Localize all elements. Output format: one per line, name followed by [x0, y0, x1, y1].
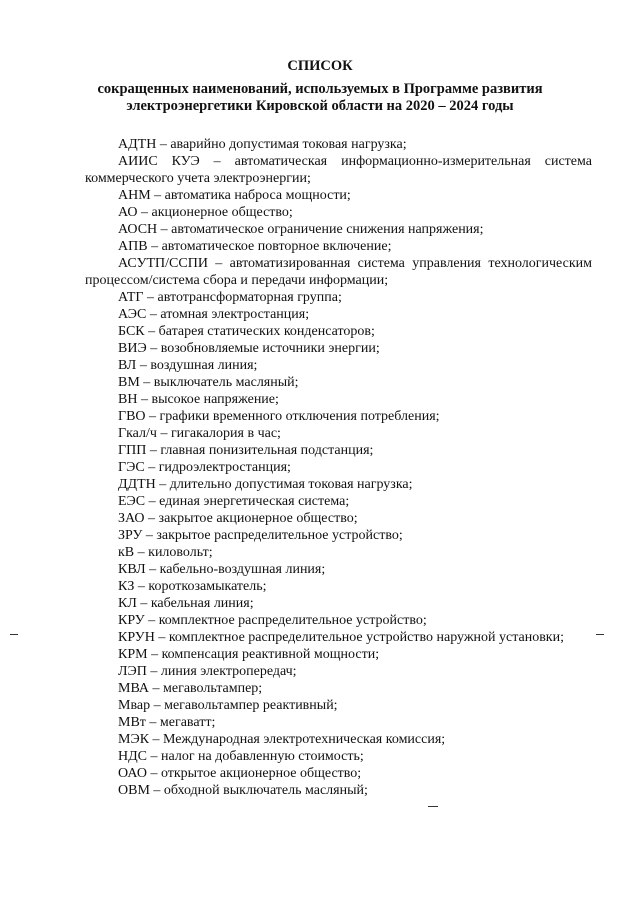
- abbreviation-definition: налог на добавленную стоимость;: [161, 749, 364, 764]
- abbreviation-separator: –: [145, 562, 160, 577]
- abbreviation-separator: –: [147, 749, 161, 764]
- abbreviation-separator: –: [150, 188, 165, 203]
- abbreviation-entry: [85, 204, 592, 221]
- abbreviation-term: КВЛ: [118, 562, 146, 577]
- abbreviation-separator: –: [136, 596, 151, 611]
- abbreviation-entry: [85, 697, 592, 714]
- abbreviation-entry: [85, 459, 592, 476]
- scan-mark: [428, 806, 438, 807]
- abbreviation-separator: –: [156, 137, 171, 152]
- abbreviation-term: МВА: [118, 681, 150, 696]
- abbreviation-term: АО: [118, 205, 138, 220]
- abbreviation-separator: –: [154, 630, 169, 645]
- abbreviation-entry: [85, 561, 592, 578]
- abbreviation-definition: комплектное распределительное устройство;: [158, 613, 427, 628]
- abbreviation-term: АИИС КУЭ: [118, 154, 200, 169]
- abbreviation-entry: [85, 646, 592, 663]
- abbreviation-entry: [85, 442, 592, 459]
- abbreviation-separator: –: [146, 766, 161, 781]
- abbreviation-definition: автоматическое повторное включение;: [161, 239, 392, 254]
- abbreviation-definition: короткозамыкатель;: [148, 579, 267, 594]
- abbreviation-definition: возобновляемые источники энергии;: [160, 341, 380, 356]
- abbreviation-separator: –: [137, 205, 152, 220]
- abbreviation-term: АЭС: [118, 307, 147, 322]
- abbreviation-entry: [85, 153, 592, 187]
- abbreviation-entry: [85, 136, 592, 153]
- abbreviation-separator: –: [139, 375, 154, 390]
- abbreviation-entry: [85, 765, 592, 782]
- abbreviation-entry: [85, 748, 592, 765]
- abbreviation-definition: аварийно допустимая токовая нагрузка;: [170, 137, 407, 152]
- abbreviation-separator: –: [150, 698, 165, 713]
- abbreviation-entry: [85, 374, 592, 391]
- abbreviation-entry: [85, 629, 592, 646]
- abbreviation-term: ВН: [118, 392, 138, 407]
- abbreviation-definition: кабельно-воздушная линия;: [159, 562, 326, 577]
- abbreviation-term: ВМ: [118, 375, 140, 390]
- abbreviation-definition: мегаватт;: [159, 715, 216, 730]
- abbreviation-term: КЛ: [118, 596, 137, 611]
- abbreviation-term: кВ: [118, 545, 135, 560]
- abbreviation-entry: [85, 527, 592, 544]
- abbreviation-term: АТГ: [118, 290, 144, 305]
- abbreviation-term: ВЛ: [118, 358, 137, 373]
- abbreviation-definition: автоматика наброса мощности;: [164, 188, 351, 203]
- abbreviation-entry: [85, 323, 592, 340]
- abbreviation-entry: [85, 255, 592, 289]
- abbreviation-definition: линия электропередач;: [160, 664, 297, 679]
- abbreviation-term: КРУН: [118, 630, 155, 645]
- abbreviation-definition: автоматизированная система управления технологическим процессом/система сбора и передачи информации;: [85, 256, 592, 288]
- abbreviation-separator: –: [136, 358, 151, 373]
- abbreviation-term: ГЭС: [118, 460, 145, 475]
- abbreviation-definition: кабельная линия;: [150, 596, 254, 611]
- abbreviation-definition: выключатель масляный;: [153, 375, 299, 390]
- abbreviation-term: Гкал/ч: [118, 426, 157, 441]
- abbreviation-entry: [85, 493, 592, 510]
- abbreviation-entry: [85, 476, 592, 493]
- abbreviation-definition: батарея статических конденсаторов;: [158, 324, 375, 339]
- abbreviation-separator: –: [144, 460, 159, 475]
- abbreviation-list: [85, 136, 592, 799]
- abbreviation-entry: [85, 544, 592, 561]
- abbreviation-separator: –: [147, 239, 162, 254]
- abbreviation-term: ДДТН: [118, 477, 156, 492]
- abbreviation-term: Мвар: [118, 698, 151, 713]
- abbreviation-entry: [85, 731, 592, 748]
- abbreviation-term: ЕЭС: [118, 494, 146, 509]
- abbreviation-term: ЗАО: [118, 511, 145, 526]
- abbreviation-term: ЛЭП: [118, 664, 147, 679]
- document-title: СПИСОК: [287, 58, 353, 74]
- abbreviation-entry: [85, 510, 592, 527]
- abbreviation-entry: [85, 357, 592, 374]
- abbreviation-definition: воздушная линия;: [150, 358, 258, 373]
- abbreviation-definition: киловольт;: [148, 545, 213, 560]
- abbreviation-separator: –: [144, 324, 159, 339]
- abbreviation-term: НДС: [118, 749, 147, 764]
- abbreviation-entry: [85, 221, 592, 238]
- abbreviation-definition: мегавольтампер;: [163, 681, 263, 696]
- abbreviation-term: ЗРУ: [118, 528, 143, 543]
- abbreviation-definition: обходной выключатель масляный;: [163, 783, 368, 798]
- abbreviation-definition: акционерное общество;: [151, 205, 293, 220]
- abbreviation-separator: –: [156, 426, 171, 441]
- abbreviation-definition: автоматическая информационно-измерительная система коммерческого учета электроэнергии;: [85, 154, 592, 186]
- abbreviation-separator: –: [149, 783, 164, 798]
- abbreviation-separator: –: [134, 545, 149, 560]
- abbreviation-entry: [85, 391, 592, 408]
- abbreviation-definition: главная понизительная подстанция;: [160, 443, 374, 458]
- abbreviation-separator: –: [199, 154, 235, 169]
- abbreviation-entry: [85, 782, 592, 799]
- abbreviation-definition: открытое акционерное общество;: [160, 766, 362, 781]
- abbreviation-separator: –: [143, 290, 158, 305]
- abbreviation-definition: гигакалория в час;: [170, 426, 281, 441]
- abbreviation-term: ГПП: [118, 443, 147, 458]
- abbreviation-definition: автоматическое ограничение снижения напряжения;: [171, 222, 484, 237]
- abbreviation-separator: –: [157, 222, 172, 237]
- abbreviation-separator: –: [146, 664, 161, 679]
- abbreviation-separator: –: [146, 307, 161, 322]
- abbreviation-separator: –: [149, 732, 164, 747]
- abbreviation-definition: закрытое распределительное устройство;: [156, 528, 403, 543]
- abbreviation-separator: –: [134, 579, 149, 594]
- abbreviation-definition: Международная электротехническая комиссия;: [163, 732, 446, 747]
- abbreviation-entry: [85, 595, 592, 612]
- abbreviation-definition: мегавольтампер реактивный;: [164, 698, 338, 713]
- abbreviation-separator: –: [144, 613, 159, 628]
- document-subtitle-line1: сокращенных наименований, используемых в Программе развития: [97, 81, 543, 97]
- abbreviation-entry: [85, 714, 592, 731]
- abbreviation-entry: [85, 408, 592, 425]
- abbreviation-definition: компенсация реактивной мощности;: [161, 647, 380, 662]
- abbreviation-entry: [85, 289, 592, 306]
- abbreviation-separator: –: [155, 477, 170, 492]
- abbreviation-term: МВт: [118, 715, 146, 730]
- abbreviation-separator: –: [146, 341, 161, 356]
- abbreviation-separator: –: [149, 681, 164, 696]
- abbreviation-term: КРМ: [118, 647, 148, 662]
- abbreviation-definition: атомная электростанция;: [160, 307, 310, 322]
- abbreviation-term: КРУ: [118, 613, 145, 628]
- abbreviation-term: АОСН: [118, 222, 158, 237]
- abbreviation-definition: длительно допустимая токовая нагрузка;: [169, 477, 413, 492]
- abbreviation-term: КЗ: [118, 579, 135, 594]
- abbreviation-definition: графики временного отключения потребления;: [159, 409, 440, 424]
- scan-mark: [596, 634, 604, 635]
- abbreviation-separator: –: [146, 443, 161, 458]
- abbreviation-separator: –: [145, 494, 160, 509]
- abbreviation-entry: [85, 578, 592, 595]
- abbreviation-entry: [85, 680, 592, 697]
- abbreviation-term: АПВ: [118, 239, 148, 254]
- abbreviation-entry: [85, 238, 592, 255]
- abbreviation-separator: –: [145, 409, 160, 424]
- abbreviation-term: ГВО: [118, 409, 146, 424]
- abbreviation-entry: [85, 187, 592, 204]
- abbreviation-term: ОВМ: [118, 783, 150, 798]
- abbreviation-entry: [85, 340, 592, 357]
- abbreviation-definition: гидроэлектростанция;: [158, 460, 291, 475]
- abbreviation-entry: [85, 306, 592, 323]
- abbreviation-term: МЭК: [118, 732, 150, 747]
- abbreviation-separator: –: [207, 256, 230, 271]
- abbreviation-term: БСК: [118, 324, 145, 339]
- abbreviation-entry: [85, 663, 592, 680]
- abbreviation-entry: [85, 612, 592, 629]
- abbreviation-term: АСУТП/ССПИ: [118, 256, 208, 271]
- abbreviation-term: АДТН: [118, 137, 157, 152]
- abbreviation-separator: –: [147, 647, 162, 662]
- abbreviation-definition: закрытое акционерное общество;: [158, 511, 358, 526]
- scan-mark: [10, 634, 18, 635]
- abbreviation-definition: единая энергетическая система;: [159, 494, 350, 509]
- abbreviation-definition: автотрансформаторная группа;: [157, 290, 342, 305]
- abbreviation-definition: комплектное распределительное устройство наружной установки;: [168, 630, 564, 645]
- document-subtitle-line2: электроэнергетики Кировской области на 2020 – 2024 годы: [126, 98, 514, 114]
- abbreviation-separator: –: [137, 392, 152, 407]
- abbreviation-entry: [85, 425, 592, 442]
- abbreviation-separator: –: [145, 715, 160, 730]
- abbreviation-separator: –: [142, 528, 157, 543]
- abbreviation-separator: –: [144, 511, 159, 526]
- abbreviation-definition: высокое напряжение;: [151, 392, 279, 407]
- abbreviation-term: АНМ: [118, 188, 151, 203]
- abbreviation-term: ОАО: [118, 766, 147, 781]
- abbreviation-term: ВИЭ: [118, 341, 147, 356]
